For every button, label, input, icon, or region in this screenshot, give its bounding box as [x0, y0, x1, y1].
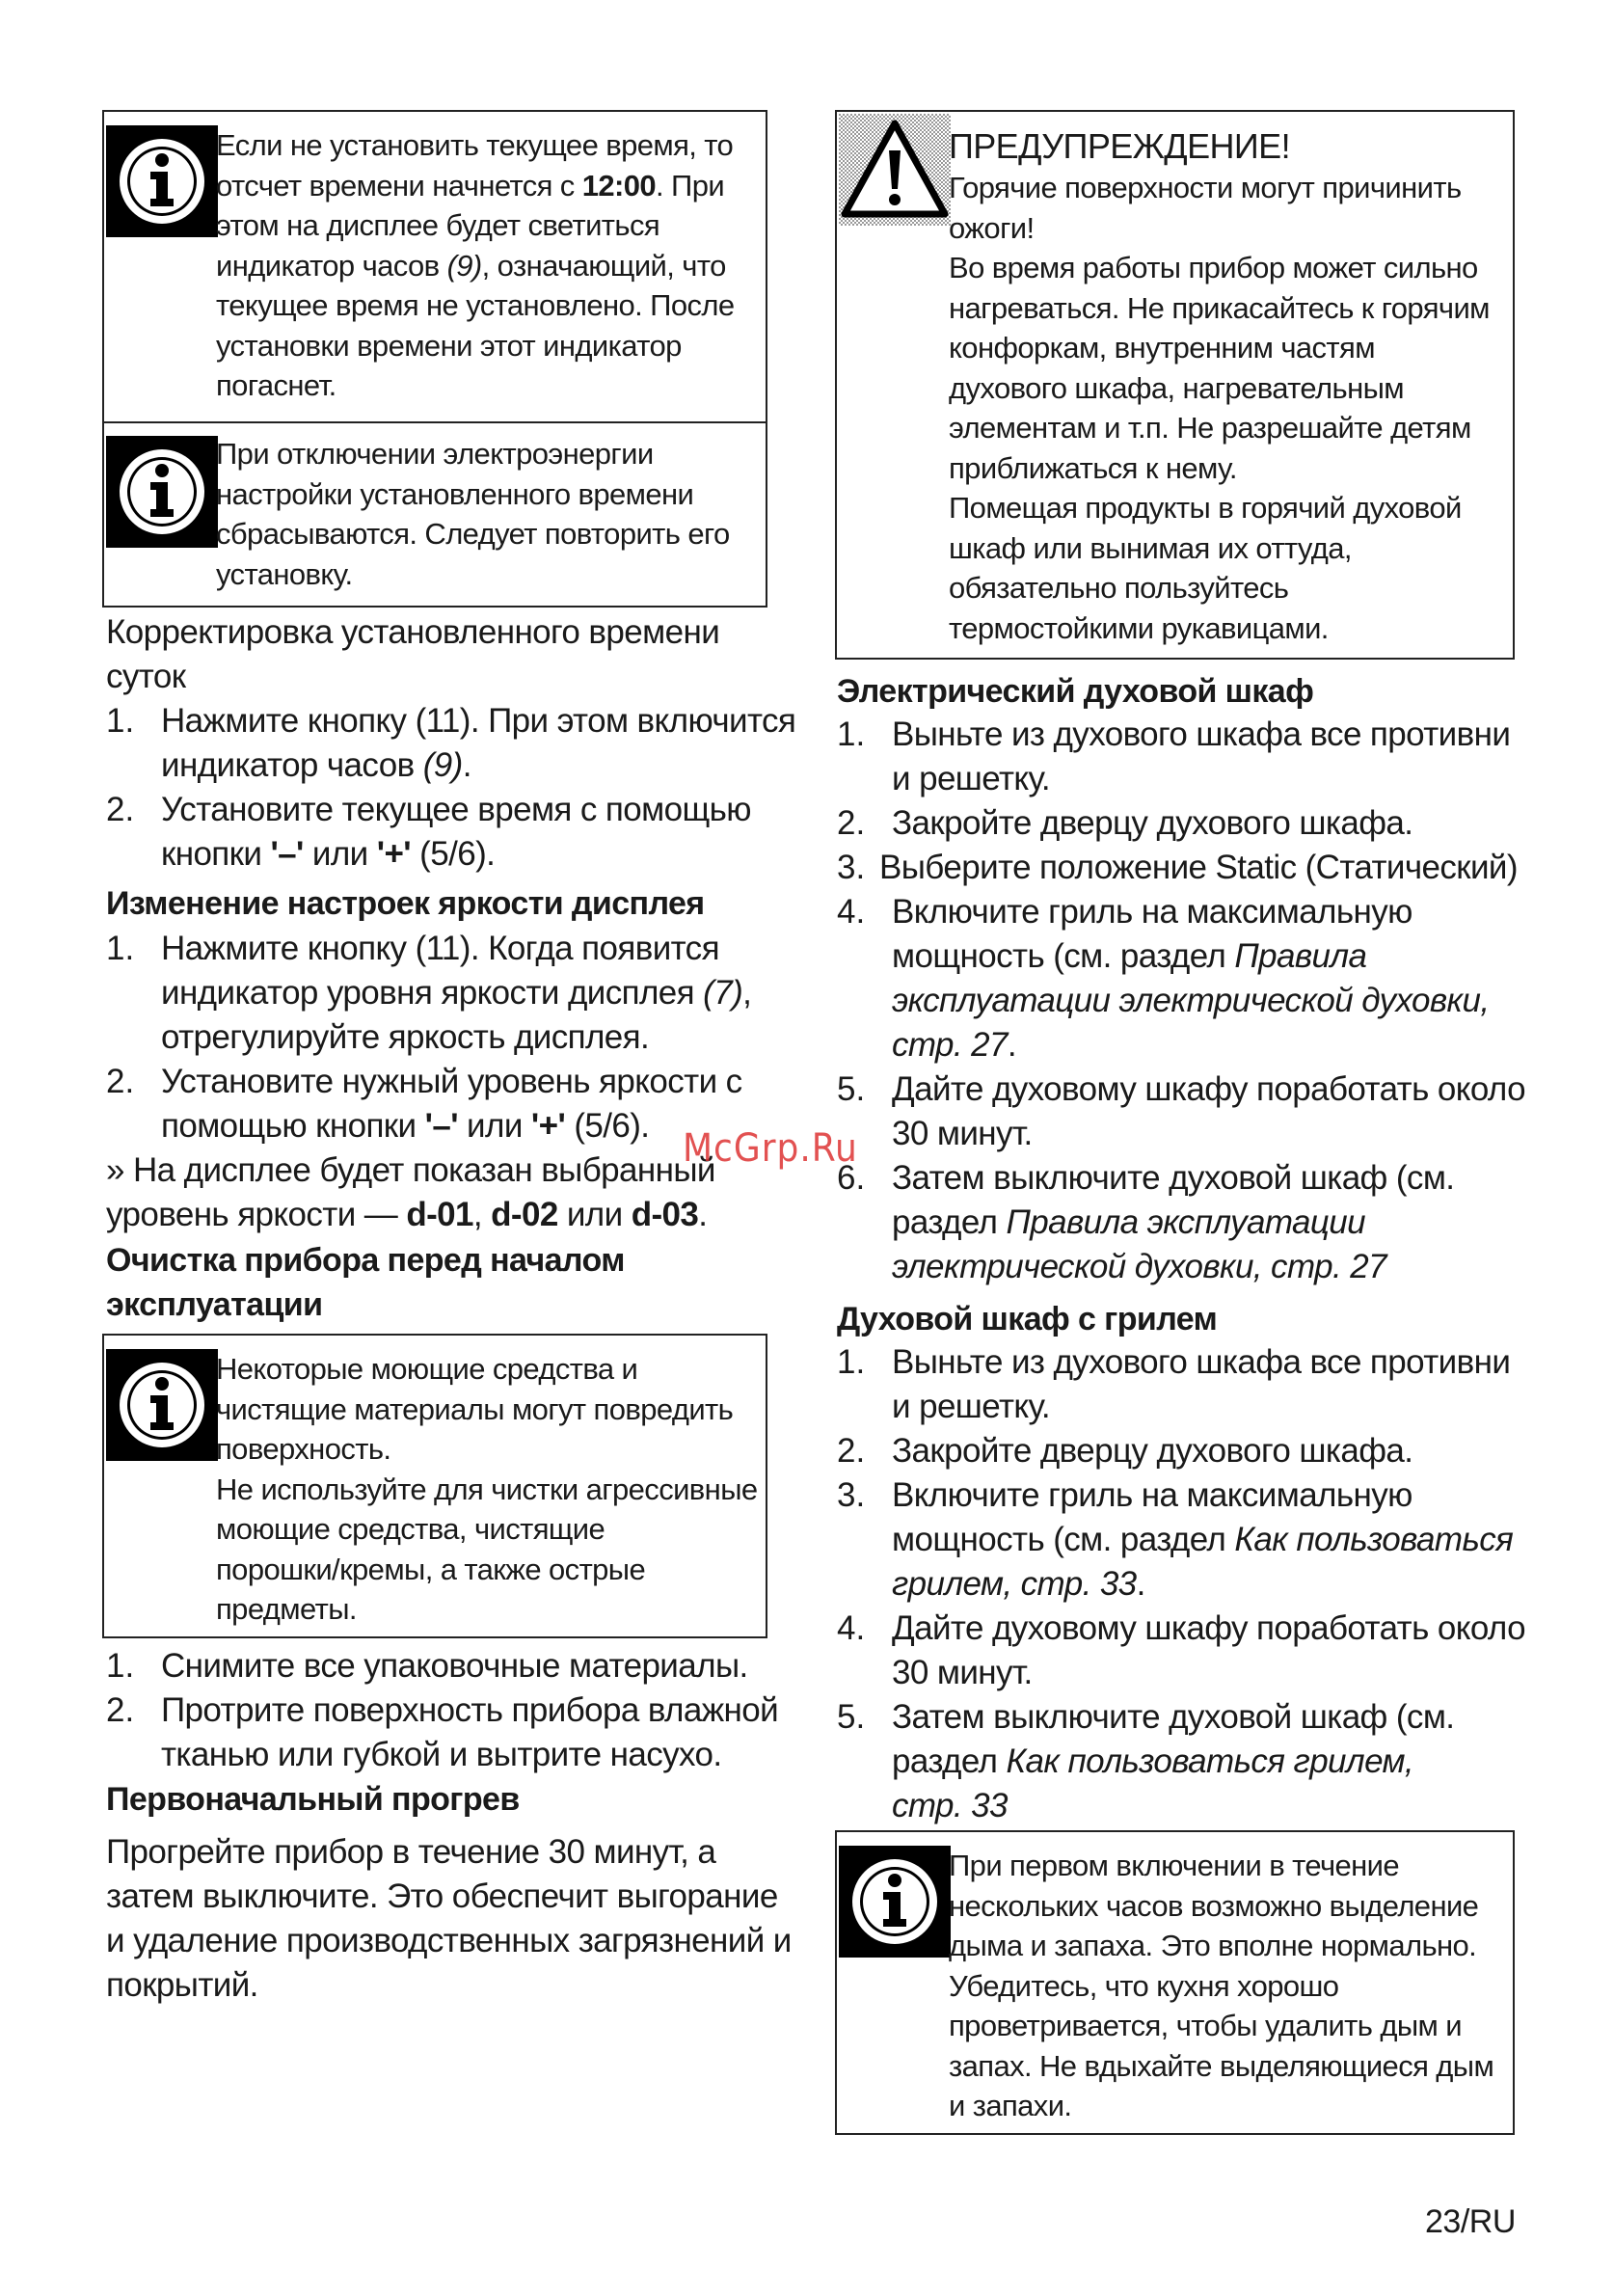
info-icon	[106, 1349, 218, 1461]
info-box-first-use	[835, 1830, 1515, 2135]
paragraph-line: затем выключите. Это обеспечит выгорание	[106, 1877, 778, 1915]
info-box-cleaning	[102, 1334, 767, 1638]
info-note-power: При отключении электроэнергии настройки установленного времени сбрасываются. Следует повторить его установку.	[216, 437, 730, 591]
heading-electric-oven: Электрический духовой шкаф	[837, 673, 1314, 710]
list-item-text: Установите текущее время с помощью	[161, 791, 751, 828]
warning-icon	[839, 114, 951, 226]
list-number: 2.	[837, 1432, 866, 1470]
list-number: 2.	[106, 1691, 135, 1729]
list-item-text: Протрите поверхность прибора влажной	[161, 1691, 779, 1729]
heading-cleaning: Очистка прибора перед началом	[106, 1242, 625, 1279]
list-item-text: отрегулируйте яркость дисплея.	[161, 1018, 650, 1056]
list-item-text: эксплуатации электрической духовки,	[892, 982, 1490, 1019]
list-item-text: индикатор часов (9).	[161, 746, 471, 784]
info-icon	[839, 1846, 951, 1958]
list-item-text: Дайте духовому шкафу поработать около	[892, 1070, 1526, 1108]
list-item-text: кнопки '–' или '+' (5/6).	[161, 835, 496, 873]
list-item-text: Включите гриль на максимальную	[892, 1476, 1412, 1514]
list-item-text: Закройте дверцу духового шкафа.	[892, 804, 1413, 842]
list-item-text: Затем выключите духовой шкаф (см.	[892, 1698, 1455, 1736]
paragraph-line: покрытий.	[106, 1966, 258, 2004]
list-item-text: Включите гриль на максимальную	[892, 893, 1412, 931]
list-number: 3.	[837, 849, 866, 886]
list-item-text: раздел Правила эксплуатации	[892, 1203, 1366, 1241]
list-number: 2.	[106, 791, 135, 828]
list-item-text: Выньте из духового шкафа все противни	[892, 716, 1511, 753]
list-item-text: Нажмите кнопку (11). Когда появится	[161, 930, 719, 967]
list-number: 1.	[106, 702, 135, 740]
list-item-text: Снимите все упаковочные материалы.	[161, 1647, 748, 1685]
list-number: 1.	[106, 930, 135, 967]
warning-title: ПРЕДУПРЕЖДЕНИЕ!	[949, 126, 1290, 166]
list-item-text: Затем выключите духовой шкаф (см.	[892, 1159, 1455, 1197]
list-item-text: Установите нужный уровень яркости с	[161, 1063, 742, 1100]
list-item-text: тканью или губкой и вытрите насухо.	[161, 1736, 722, 1773]
list-item-text: Дайте духовому шкафу поработать около	[892, 1609, 1526, 1647]
warning-box	[835, 110, 1515, 660]
info-note-cleaning: Некоторые моющие средства и чистящие материалы могут повредить поверхность. Не используйте для чистки агрессивные моющие средства, чистящие порошки/кремы, а также острые предметы.	[216, 1352, 758, 1626]
list-number: 5.	[837, 1698, 866, 1736]
list-item-text: Выньте из духового шкафа все противни	[892, 1343, 1511, 1381]
info-note-first-use: При первом включении в течение нескольких часов возможно выделение дыма и запаха. Это вполне нормально. Убедитесь, что кухня хорошо проветривается, чтобы удалить дым и запах. Не вдыхайте выделяющиеся дым и запахи.	[949, 1849, 1494, 2122]
result-text: уровень яркости — d-01, d-02 или d-03.	[106, 1196, 708, 1233]
heading-cleaning-cont: эксплуатации	[106, 1286, 323, 1323]
watermark: McGrp.Ru	[683, 1126, 858, 1171]
list-number: 4.	[837, 893, 866, 931]
list-number: 1.	[837, 716, 866, 753]
list-number: 1.	[106, 1647, 135, 1685]
list-item-text: раздел Как пользоваться грилем,	[892, 1742, 1414, 1780]
list-item-text: Нажмите кнопку (11). При этом включится	[161, 702, 796, 740]
list-item-text: Выберите положение Static (Статический)	[879, 849, 1518, 886]
list-item-text: стр. 27.	[892, 1026, 1017, 1064]
paragraph-line: Прогрейте прибор в течение 30 минут, а	[106, 1833, 716, 1871]
warning-text: ПРЕДУПРЕЖДЕНИЕ! Горячие поверхности могут причинить ожоги! Во время работы прибор может сильно нагреваться. Не прикасайтесь к горячим конфоркам, внутренним частям духового шкафа, нагревательным элементам и т.п. Не разрешайте детям приближаться к нему. Помещая продукты в горячий духовой шкаф или вынимая их оттуда, обязательно пользуйтесь термостойкими рукавицами.	[949, 125, 1513, 648]
list-item-text: стр. 33	[892, 1787, 1008, 1824]
list-item-text: индикатор уровня яркости дисплея (7),	[161, 974, 752, 1012]
heading-grill-oven: Духовой шкаф с грилем	[837, 1301, 1218, 1337]
list-item-text: грилем, стр. 33.	[892, 1565, 1145, 1603]
list-number: 1.	[837, 1343, 866, 1381]
info-box-time	[102, 110, 767, 608]
list-number: 2.	[106, 1063, 135, 1100]
info-icon	[106, 436, 218, 548]
list-item-text: 30 минут.	[892, 1115, 1033, 1152]
info-icon	[106, 125, 218, 237]
paragraph-line: и удаление производственных загрязнений и	[106, 1922, 792, 1959]
list-item-text: 30 минут.	[892, 1654, 1033, 1691]
list-item-text: помощью кнопки '–' или '+' (5/6).	[161, 1107, 650, 1145]
list-item-text: и решетку.	[892, 760, 1051, 797]
result-text: » На дисплее будет показан выбранный	[106, 1151, 715, 1189]
list-item-text: электрической духовки, стр. 27	[892, 1248, 1386, 1285]
section-title-correction-cont: суток	[106, 658, 186, 695]
list-item-text: мощность (см. раздел Как пользоваться	[892, 1521, 1514, 1558]
section-title-correction: Корректировка установленного времени	[106, 613, 720, 651]
box-divider	[104, 421, 766, 423]
list-item-text: и решетку.	[892, 1388, 1051, 1425]
list-number: 6.	[837, 1159, 866, 1197]
heading-brightness: Изменение настроек яркости дисплея	[106, 885, 705, 922]
list-item-text: мощность (см. раздел Правила	[892, 937, 1367, 975]
list-number: 2.	[837, 804, 866, 842]
list-item-text: Закройте дверцу духового шкафа.	[892, 1432, 1413, 1470]
page-number: 23/RU	[1425, 2203, 1516, 2240]
list-number: 3.	[837, 1476, 866, 1514]
info-note-time: Если не установить текущее время, то отсчет времени начнется с 12:00. При этом на дисплее будет светиться индикатор часов (9), означающий, что текущее время не установлено. После установки времени этот индикатор погаснет.	[216, 128, 735, 402]
list-number: 5.	[837, 1070, 866, 1108]
heading-preheat: Первоначальный прогрев	[106, 1781, 520, 1818]
list-number: 4.	[837, 1609, 866, 1647]
